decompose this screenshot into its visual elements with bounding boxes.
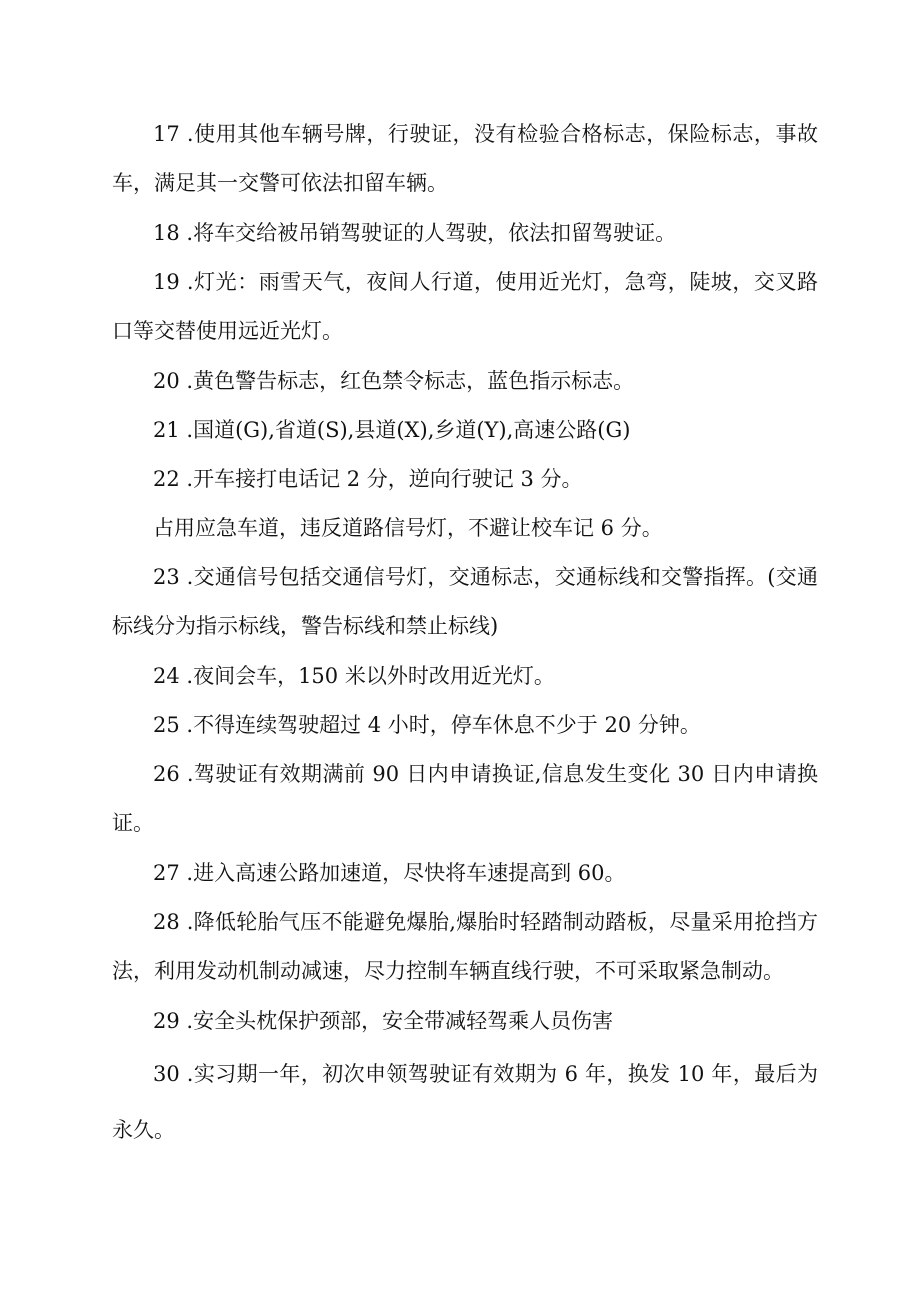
paragraph-24: 24 .夜间会车，150 米以外时改用近光灯。 xyxy=(153,664,555,688)
paragraph-28: 28 .降低轮胎气压不能避免爆胎,爆胎时轻踏制动踏板，尽量采用抢挡方法，利用发动机制动减速，尽力控制车辆直线行驶，不可采取紧急制动。 xyxy=(112,910,818,983)
paragraph-26: 26 .驾驶证有效期满前 90 日内申请换证,信息发生变化 30 日内申请换证。 xyxy=(112,762,818,835)
paragraph-25: 25 .不得连续驾驶超过 4 小时，停车休息不少于 20 分钟。 xyxy=(153,713,701,737)
paragraph-21: 21 .国道(G),省道(S),县道(X),乡道(Y),高速公路(G) xyxy=(153,418,631,442)
paragraph-23: 23 .交通信号包括交通信号灯，交通标志，交通标线和交警指挥。(交通标线分为指示标线，警告标线和禁止标线) xyxy=(112,565,818,638)
paragraph-20: 20 .黄色警告标志，红色禁令标志，蓝色指示标志。 xyxy=(153,369,635,393)
paragraph-17: 17 .使用其他车辆号牌，行驶证，没有检验合格标志，保险标志，事故车，满足其一交警可依法扣留车辆。 xyxy=(112,122,818,195)
paragraph-30: 30 .实习期一年，初次申领驾驶证有效期为 6 年，换发 10 年，最后为永久。 xyxy=(112,1062,818,1142)
paragraph-29: 29 .安全头枕保护颈部，安全带减轻驾乘人员伤害 xyxy=(153,1009,614,1033)
paragraph-27: 27 .进入高速公路加速道，尽快将车速提高到 60。 xyxy=(153,861,626,885)
paragraph-22-continued: 占用应急车道，违反道路信号灯，不避让校车记 6 分。 xyxy=(153,516,663,540)
paragraph-18: 18 .将车交给被吊销驾驶证的人驾驶，依法扣留驾驶证。 xyxy=(153,221,677,245)
paragraph-19: 19 .灯光：雨雪天气，夜间人行道，使用近光灯，急弯，陡坡，交叉路口等交替使用远近光灯。 xyxy=(112,270,818,343)
paragraph-22: 22 .开车接打电话记 2 分，逆向行驶记 3 分。 xyxy=(153,467,583,491)
